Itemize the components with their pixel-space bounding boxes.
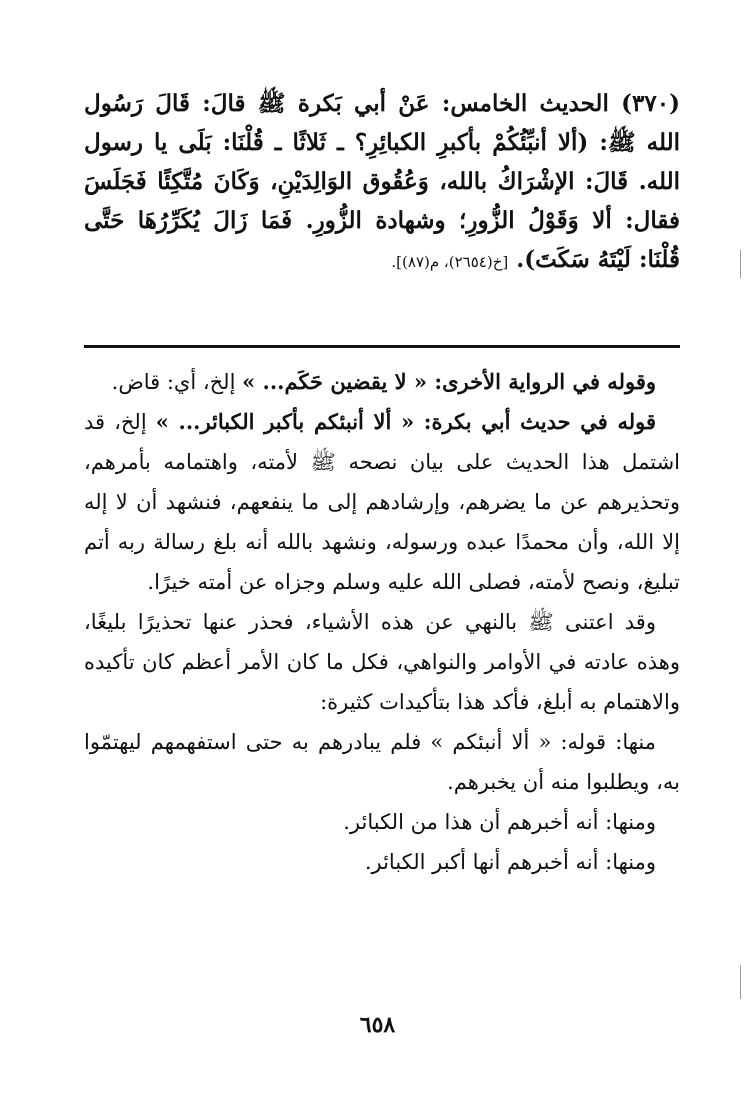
commentary-item-5: ومنها: أنه أخبرهم أن هذا من الكبائر.: [343, 810, 656, 834]
commentary-paragraph-2: [84, 402, 680, 602]
commentary-section: [84, 362, 680, 882]
quoted-phrase-2: قوله في حديث أبي بكرة: « ألا أنبئكم بأكبر الكبائر... »: [155, 409, 657, 434]
hadith-number: (٣٧٠): [621, 90, 680, 117]
quoted-phrase-1: وقوله في الرواية الأخرى: « لا يقضين حَكَم... »: [242, 369, 656, 394]
page-number: ٦٥٨: [359, 1012, 396, 1038]
hadith-text: الحديث الخامس: عَنْ أبي بَكرة ﷺ قالَ: قَالَ رَسُول الله ﷺ: (ألا أنبِّئُكُمْ بأكبرِ الكبائِرِ؟ ـ ثَلاثًا ـ قُلْنَا: بَلَى يا رسول الله. قَالَ: الإشْرَاكُ بالله، وَعُقُوق الوَالِدَيْنِ، وَكَانَ مُتَّكِئًا فَجَلَسَ فقال: ألا وَقَوْلُ الزُّورِ؛ وشهادة الزُّورِ. فَمَا زَالَ يُكَرِّرُهَا حَتَّى قُلْنَا: لَيْتَهُ سَكَتَ).: [84, 90, 680, 273]
scan-edge-mark: [740, 965, 741, 999]
separator-line: [84, 345, 680, 348]
paragraph-2-text: إلخ، قد اشتمل هذا الحديث على بيان نصحه ﷺ لأمته، واهتمامه بأمرهم، وتحذيرهم عن ما يضرهم، وإرشادهم إلى ما ينفعهم، فنشهد أن لا إله إلا الله، وأن محمدًا عبده ورسوله، ونشهد بالله أنه بلغ رسالة ربه أتم تبليغ، ونصح لأمته، فصلى الله عليه وسلم وجزاه عن أمته خيرًا.: [84, 410, 680, 594]
commentary-item-6: ومنها: أنه أخبرهم أنها أكبر الكبائر.: [364, 850, 656, 874]
hadith-reference: [خ(٢٦٥٤)، م(٨٧)].: [391, 253, 509, 271]
commentary-paragraph-4: منها: قوله: « ألا أنبئكم » فلم يبادرهم به حتى استفهمهم ليهتمّوا به، ويطلبوا منه أن يخبرهم.: [84, 730, 680, 794]
commentary-paragraph-1: [84, 362, 680, 402]
hadith-paragraph: [84, 84, 680, 282]
paragraph-1-text: إلخ، أي: قاض.: [111, 370, 236, 394]
commentary-paragraph-3: وقد اعتنى ﷺ بالنهي عن هذه الأشياء، فحذر عنها تحذيرًا بليغًا، وهذه عادته في الأوامر والنواهي، فكل ما كان الأمر أعظم كان تأكيده والاهتمام به أبلغ، فأكد هذا بتأكيدات كثيرة:: [84, 610, 680, 714]
scan-edge-mark: [740, 250, 741, 278]
hadith-section: [84, 84, 680, 282]
